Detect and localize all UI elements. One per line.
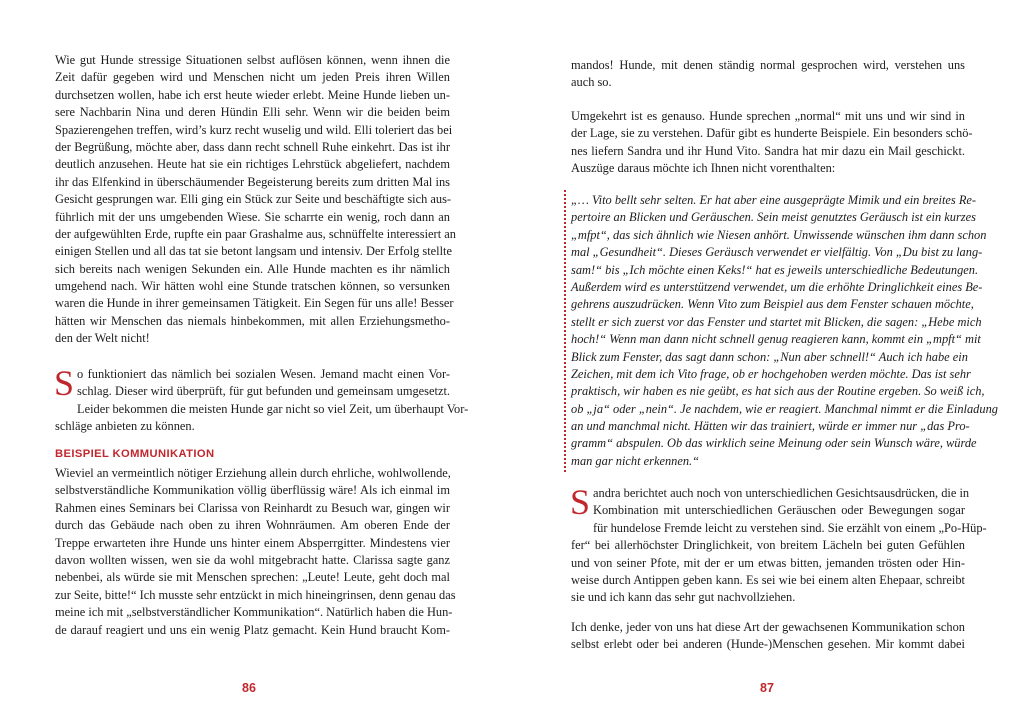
text-line: einigen Stellen und all das tat sie betont langsam und intensiv. Der Erfolg stellte	[55, 244, 452, 259]
text-line: Umgekehrt ist es genauso. Hunde sprechen „normal“ mit uns und wir sind in	[571, 109, 965, 123]
text-line: Wieviel an vermeintlich nötiger Erziehung allein durch ehrliche, wohlwollende,	[55, 466, 451, 480]
text-line: „mfpt“, das sich ähnlich wie Niesen anhört. Unwissende wünschen ihm dann schon	[571, 227, 987, 242]
right-paragraph-3-lines	[570, 482, 987, 607]
text-line: gehrens auszudrücken. Wenn Vito zum Beispiel aus dem Fenster schauen möchte,	[571, 297, 974, 312]
text-line: o funktioniert das nämlich bei sozialen Wesen. Jemand macht einen Vor-	[77, 367, 450, 381]
quote-block	[571, 192, 998, 470]
left-paragraph-2-lines	[54, 363, 469, 436]
page-number-right: 87	[760, 681, 774, 695]
text-line: Auszüge daraus möchte ich Ihnen nicht vorenthalten:	[571, 161, 836, 176]
text-line: meine ich mit „selbstverständlicher Kommunikation“. Natürlich haben die Hun-	[55, 605, 453, 620]
text-line: waren die Hunde in ihrer gemeinsamen Tätigkeit. Ein Segen für uns alle! Besser	[55, 296, 454, 311]
text-line: selbstverständliche Kommunikation völlig überflüssig wäre! Als ich einmal im	[55, 483, 450, 498]
text-line: und von seiner Pfote, mit der er um etwas bitten, jemanden trösten oder Hin-	[571, 555, 965, 570]
text-line: Ich denke, jeder von uns hat diese Art der gewachsenen Kommunikation schon	[571, 620, 965, 634]
right-paragraph-2	[571, 108, 973, 178]
text-line: de darauf reagiert und uns ein wenig Platz gemacht. Kein Hund braucht Kom-	[55, 622, 450, 637]
right-paragraph-1	[571, 57, 965, 92]
right-paragraph-4	[571, 619, 965, 654]
left-paragraph-2	[54, 363, 469, 436]
quote-bar	[564, 190, 566, 472]
text-line: „… Vito bellt sehr selten. Er hat aber eine ausgeprägte Mimik und ein breites Re-	[571, 193, 977, 207]
text-line: Rahmen eines Seminars bei Clarissa von Reinhardt zu Besuch war, gingen wir	[55, 500, 450, 515]
text-line: andra berichtet auch noch von unterschiedlichen Gesichtsausdrücken, die in	[593, 486, 970, 500]
text-line: der aufgewühlten Erde, rupfte ein paar Grashalme aus, schnüffelte interessiert an	[55, 226, 456, 241]
text-line: nes liefern Sandra und ihr Hund Vito. Sandra hat mir dazu ein Mail geschickt.	[571, 143, 965, 158]
text-line: sere Nachbarin Nina und deren Hündin Elli sehr. Wenn wir die beiden beim	[55, 105, 450, 120]
text-line: stellt er sich zuerst vor das Fenster und startet mit Blicken, die sagen: „Hebe mich	[571, 314, 982, 329]
text-line: zur Seite, bitte!“ Ich musste sehr entzückt in mich hineingrinsen, denn genau das	[55, 587, 456, 602]
text-line: schläge anbieten zu können.	[55, 419, 195, 434]
text-line: ihr das Elfenkind in überschäumender Begeisterung bereits zum dritten Mal ins	[55, 174, 450, 189]
text-line: praktisch, wir haben es nie geübt, es hat sich aus der Routine ergeben. So weiß ich,	[571, 384, 985, 399]
text-line: man gar nicht erkennen.“	[571, 453, 700, 468]
text-line: schlag. Dieser wird überprüft, für gut befunden und gemeinsam umgesetzt.	[77, 384, 450, 399]
text-line: der Lage, sie zu verstehen. Dafür gibt es hunderte Beispiele. Ein besonders schö-	[571, 126, 973, 141]
text-line: Zeit dafür gegeben wird und Menschen nicht um jeden Preis ihren Willen	[55, 70, 450, 85]
text-line: Gesicht gesprungen war. Elli ging ein Stück zur Seite und beschäftigte sich aus-	[55, 192, 452, 207]
text-line: deutlich anzusehen. Heute hat sie ein richtiges Lehrstück abgeliefert, nachdem	[55, 157, 450, 172]
section-heading: BEISPIEL KOMMUNIKATION	[55, 448, 215, 460]
text-line: auch so.	[571, 75, 612, 90]
text-line: führlich mit der uns umgebenden Wiese. Sie scharrte ein wenig, roch dann an	[55, 209, 450, 224]
text-line: Blick zum Fenster, das sagt dann schon: „Nun aber schnell!“ Auch ich habe ein	[571, 349, 968, 364]
text-line: für hundelose Fremde leicht zu verstehen sind. Sie erzählt von einem „Po-Hüp-	[593, 520, 987, 535]
text-line: Kombination mit unterschiedlichen Geräuschen oder Bewegungen sogar	[593, 503, 965, 518]
text-line: gramm“ abspulen. Ob das wirklich seine Meinung oder sein Wunsch wäre, würde	[571, 436, 977, 451]
text-line: Treppe erwarteten ihre Hunde uns hinter einem Absperrgitter. Mindestens vier	[55, 535, 450, 550]
text-line: den der Welt nicht!	[55, 331, 150, 346]
page-number-left: 86	[242, 681, 256, 695]
drop-cap: S	[570, 482, 591, 522]
right-paragraph-3	[570, 482, 987, 607]
text-line: sich bereits nach wenigen Sekunden ein. Alle Hunde machten es ihr nämlich	[55, 261, 450, 276]
text-line: Zeichen, mit dem ich Vito frage, ob er hochgehoben werden möchte. Das ist sehr	[571, 366, 971, 381]
text-line: selbst erlebt oder bei anderen (Hunde-)Menschen gesehen. Mir kommt dabei	[571, 637, 965, 652]
text-line: durchsetzen wollen, habe ich erst heute wieder erlebt. Meine Hunde lieben un-	[55, 87, 450, 102]
text-line: umgehend nach. Wir hätten wohl eine Stunde tratschen können, so versunken	[55, 279, 450, 294]
text-line: Wie gut Hunde stressige Situationen selbst auflösen können, wenn ihnen die	[55, 53, 450, 67]
text-line: der Begrüßung, möchte aber, dass dann recht schnell Ruhe einkehrt. Das ist ihr	[55, 139, 450, 154]
text-line: nebenbei, als würde sie mit Menschen sprechen: „Leute! Leute, geht doch mal	[55, 570, 450, 585]
left-paragraph-3	[55, 465, 456, 639]
text-line: Außerdem wird es unterstützend verwendet, um die erhöhte Dringlichkeit eines Be-	[571, 279, 983, 294]
text-line: pertoire an Blicken und Geräuschen. Sein meist genutztes Geräusch ist ein kurzes	[571, 210, 976, 225]
text-line: fer“ bei allerhöchster Dringlichkeit, von breitem Lächeln bei guten Gefühlen	[571, 538, 965, 553]
text-line: mandos! Hunde, mit denen ständig normal gesprochen wird, verstehen uns	[571, 58, 965, 72]
text-line: hoch!“ Wenn man dann nicht schnell genug reagieren kann, kommt ein „mpft“ mit	[571, 332, 981, 347]
text-line: weise durch Antippen geben kann. Es sei wie bei einem alten Ehepaar, schreibt	[571, 572, 965, 587]
text-line: hätten wir Menschen das niemals hinbekommen, mit allen Erziehungsmetho-	[55, 313, 450, 328]
text-line: sie und ich kann das sehr gut nachvollziehen.	[571, 590, 796, 605]
text-line: sam!“ bis „Ich möchte einen Keks!“ hat es jeweils unterschiedliche Bedeutungen.	[571, 262, 979, 277]
left-paragraph-1	[55, 52, 456, 348]
text-line: ob „ja“ oder „nein“. Je nachdem, wie er reagiert. Manchmal nimmt er die Einladung	[571, 401, 998, 416]
text-line: Leider bekommen die meisten Hunde gar nicht so viel Zeit, um überhaupt Vor-	[77, 401, 469, 416]
text-line: mal „Gesundheit“. Dieses Geräusch verwendet er vielfältig. Von „Du bist zu lang-	[571, 245, 983, 260]
text-line: Spazierengehen treffen, wird’s kurz recht wuselig und wild. Elli toleriert das bei	[55, 122, 453, 137]
text-line: an und manchmal nicht. Hätten wir das trainiert, würde er immer nur „das Pro-	[571, 419, 970, 434]
text-line: davon wollten wissen, wen sie da wohl mitgebracht hatte. Clarissa sagte ganz	[55, 552, 450, 567]
text-line: durch das Gebäude nach oben zu ihren Wohnräumen. Am oberen Ende der	[55, 518, 450, 533]
drop-cap: S	[54, 363, 75, 403]
